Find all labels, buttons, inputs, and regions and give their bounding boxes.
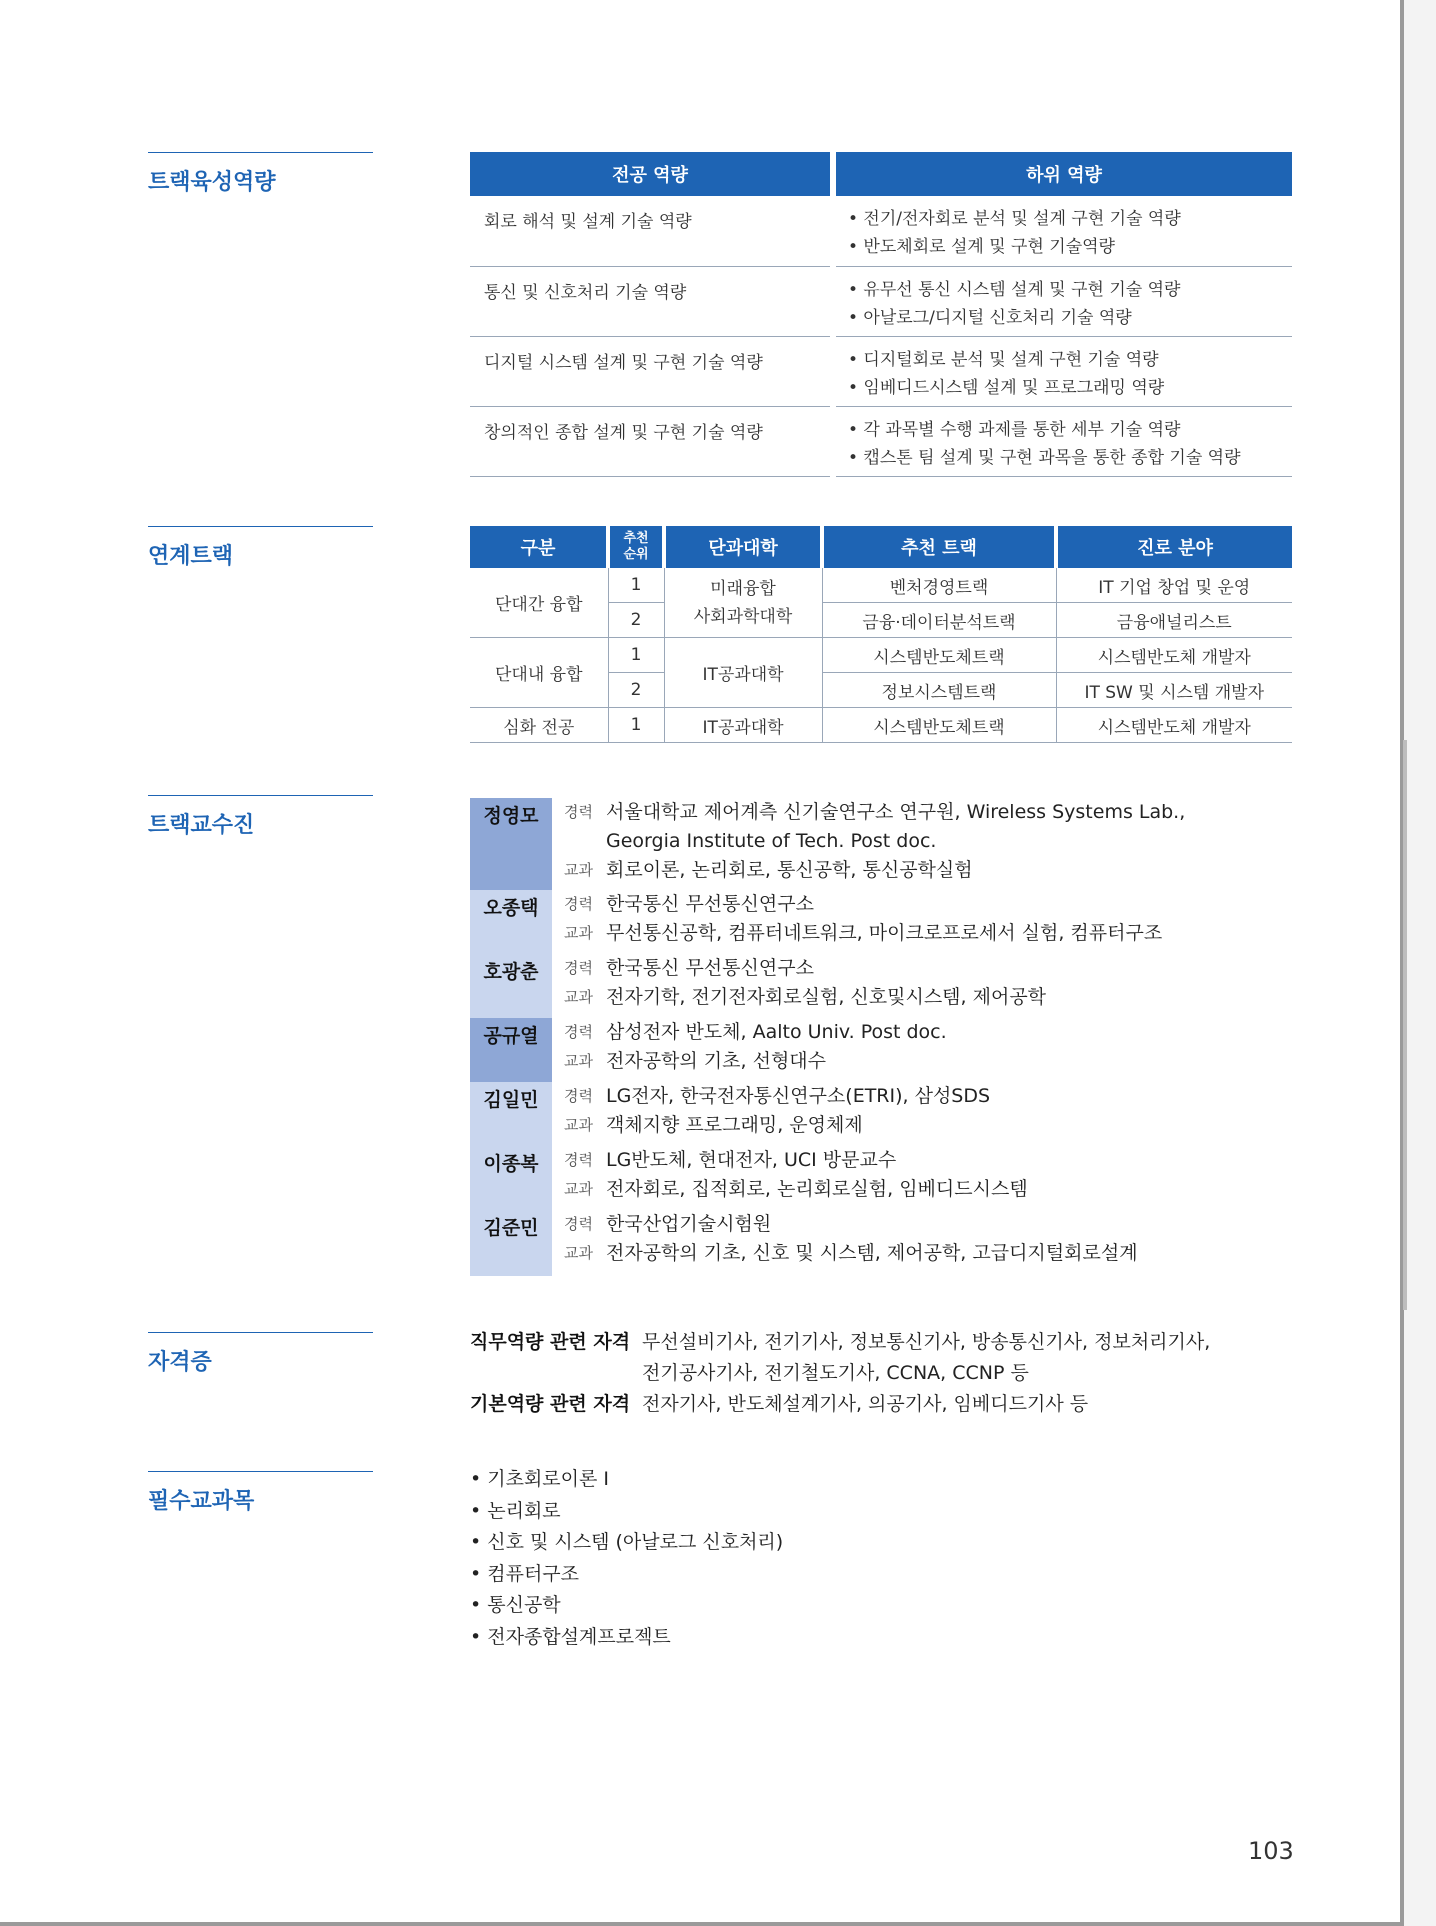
track-header-rank-line-1: 추천 xyxy=(623,531,649,546)
track-rank: 2 xyxy=(608,603,664,638)
faculty-member xyxy=(470,1146,1290,1210)
table-row xyxy=(470,336,1292,406)
courses-tag: 교과 xyxy=(564,861,593,879)
track-name: 정보시스템트랙 xyxy=(822,673,1056,708)
faculty-career: 서울대학교 제어계측 신기술연구소 연구원, Wireless Systems Lab., xyxy=(606,801,1186,823)
competency-major: 회로 해석 및 설계 기술 역량 xyxy=(470,196,830,266)
competency-sub xyxy=(836,406,1292,476)
competency-sub-item: • 디지털회로 분석 및 설계 구현 기술 역량 xyxy=(848,349,1159,370)
faculty-career: 한국통신 무선통신연구소 xyxy=(606,893,814,915)
courses-tag: 교과 xyxy=(564,988,593,1006)
table-row xyxy=(470,196,1292,266)
list-item: • 컴퓨터구조 xyxy=(470,1559,783,1591)
faculty-courses: 전자공학의 기초, 선형대수 xyxy=(606,1050,827,1072)
career-tag: 경력 xyxy=(564,1087,593,1105)
competency-header-major: 전공 역량 xyxy=(470,152,830,196)
table-row xyxy=(470,266,1292,336)
career-tag: 경력 xyxy=(564,1215,593,1233)
list-item: • 논리회로 xyxy=(470,1496,783,1528)
table-row xyxy=(470,638,1292,673)
track-type: 심화 전공 xyxy=(470,708,608,743)
faculty-member xyxy=(470,1018,1290,1082)
track-college xyxy=(664,568,822,638)
competency-sub xyxy=(836,196,1292,266)
competency-sub-item: • 유무선 통신 시스템 설계 및 구현 기술 역량 xyxy=(848,279,1181,300)
list-item: • 신호 및 시스템 (아날로그 신호처리) xyxy=(470,1527,783,1559)
competency-sub-item: • 반도체회로 설계 및 구현 기술역량 xyxy=(848,237,1115,257)
faculty-member xyxy=(470,1210,1290,1276)
track-name: 벤처경영트랙 xyxy=(822,568,1056,603)
list-item: • 기초회로이론 I xyxy=(470,1464,783,1496)
faculty-career: LG반도체, 현대전자, UCI 방문교수 xyxy=(606,1149,897,1171)
competency-sub xyxy=(836,266,1292,336)
track-name: 시스템반도체트랙 xyxy=(822,638,1056,673)
faculty-career: Georgia Institute of Tech. Post doc. xyxy=(606,830,937,852)
faculty-name: 김일민 xyxy=(470,1082,552,1146)
faculty-career: 한국산업기술시험원 xyxy=(606,1213,772,1235)
courses-tag: 교과 xyxy=(564,924,593,942)
faculty-courses: 전자기학, 전기전자회로실험, 신호및시스템, 제어공학 xyxy=(606,986,1047,1008)
competency-table xyxy=(470,152,1292,477)
career-tag: 경력 xyxy=(564,959,593,977)
faculty-courses: 전자공학의 기초, 신호 및 시스템, 제어공학, 고급디지털회로설계 xyxy=(606,1242,1138,1264)
track-college: IT공과대학 xyxy=(664,638,822,708)
faculty-courses: 회로이론, 논리회로, 통신공학, 통신공학실험 xyxy=(606,859,973,881)
list-item: • 전자종합설계프로젝트 xyxy=(470,1622,783,1654)
section-label-competency: 트랙육성역량 xyxy=(148,152,373,196)
faculty-member xyxy=(470,798,1290,890)
track-rank: 1 xyxy=(608,568,664,603)
faculty-name: 김준민 xyxy=(470,1210,552,1276)
track-header-career: 진로 분야 xyxy=(1056,526,1292,568)
table-row xyxy=(470,568,1292,603)
certification-block xyxy=(470,1327,1290,1420)
competency-sub-item: • 캡스톤 팀 설계 및 구현 과목을 통한 종합 기술 역량 xyxy=(848,447,1241,468)
track-type: 단대간 융합 xyxy=(470,568,608,638)
career-tag: 경력 xyxy=(564,803,593,821)
track-header-rank-line-2: 순위 xyxy=(623,547,649,562)
faculty-name: 호광춘 xyxy=(470,954,552,1018)
track-career: 시스템반도체 개발자 xyxy=(1056,708,1292,743)
faculty-courses: 전자회로, 집적회로, 논리회로실험, 임베디드시스템 xyxy=(606,1178,1028,1200)
faculty-name: 정영모 xyxy=(470,798,552,890)
faculty-courses: 무선통신공학, 컴퓨터네트워크, 마이크로프로세서 실험, 컴퓨터구조 xyxy=(606,922,1163,944)
cert-job-text: 무선설비기사, 전기기사, 정보통신기사, 방송통신기사, 정보처리기사, xyxy=(642,1331,1211,1353)
track-header-rank xyxy=(608,526,664,568)
track-header-college: 단과대학 xyxy=(664,526,822,568)
courses-tag: 교과 xyxy=(564,1116,593,1134)
cert-job-text: 전기공사기사, 전기철도기사, CCNA, CCNP 등 xyxy=(642,1362,1029,1384)
track-name: 시스템반도체트랙 xyxy=(822,708,1056,743)
track-type: 단대내 융합 xyxy=(470,638,608,708)
list-item: • 통신공학 xyxy=(470,1590,783,1622)
faculty-member xyxy=(470,954,1290,1018)
linked-track-table xyxy=(470,526,1292,743)
faculty-name: 오종택 xyxy=(470,890,552,954)
career-tag: 경력 xyxy=(564,1023,593,1041)
competency-header-sub: 하위 역량 xyxy=(836,152,1292,196)
competency-major: 디지털 시스템 설계 및 구현 기술 역량 xyxy=(470,336,830,406)
section-label-required-courses: 필수교과목 xyxy=(148,1471,373,1515)
cert-label-job: 직무역량 관련 자격 xyxy=(470,1331,631,1353)
track-header-type: 구분 xyxy=(470,526,608,568)
faculty-member xyxy=(470,890,1290,954)
required-courses-list xyxy=(470,1464,783,1653)
track-college-line: 사회과학대학 xyxy=(693,606,793,627)
faculty-career: 삼성전자 반도체, Aalto Univ. Post doc. xyxy=(606,1021,947,1043)
faculty-name: 이종복 xyxy=(470,1146,552,1210)
track-career: 금융애널리스트 xyxy=(1056,603,1292,638)
cert-basic-text: 전자기사, 반도체설계기사, 의공기사, 임베디드기사 등 xyxy=(642,1393,1089,1415)
courses-tag: 교과 xyxy=(564,1180,593,1198)
faculty-member xyxy=(470,1082,1290,1146)
faculty-name: 공규열 xyxy=(470,1018,552,1082)
track-header-track: 추천 트랙 xyxy=(822,526,1056,568)
page-number: 103 xyxy=(1248,1837,1294,1865)
track-rank: 1 xyxy=(608,708,664,743)
cert-label-basic: 기본역량 관련 자격 xyxy=(470,1393,631,1415)
competency-major: 통신 및 신호처리 기술 역량 xyxy=(470,266,830,336)
table-row xyxy=(470,406,1292,476)
track-career: 시스템반도체 개발자 xyxy=(1056,638,1292,673)
faculty-list xyxy=(470,798,1290,1276)
courses-tag: 교과 xyxy=(564,1244,593,1262)
competency-sub-item: • 전기/전자회로 분석 및 설계 구현 기술 역량 xyxy=(848,209,1181,229)
competency-sub-item: • 임베디드시스템 설계 및 프로그래밍 역량 xyxy=(848,377,1165,398)
career-tag: 경력 xyxy=(564,895,593,913)
competency-sub-item: • 각 과목별 수행 과제를 통한 세부 기술 역량 xyxy=(848,419,1181,440)
section-label-faculty: 트랙교수진 xyxy=(148,795,373,839)
career-tag: 경력 xyxy=(564,1151,593,1169)
track-college-line: 미래융합 xyxy=(710,578,776,599)
track-name: 금융·데이터분석트랙 xyxy=(822,603,1056,638)
track-rank: 1 xyxy=(608,638,664,673)
competency-major: 창의적인 종합 설계 및 구현 기술 역량 xyxy=(470,406,830,476)
section-label-certification: 자격증 xyxy=(148,1332,373,1376)
track-college: IT공과대학 xyxy=(664,708,822,743)
track-career: IT SW 및 시스템 개발자 xyxy=(1056,673,1292,708)
faculty-career: LG전자, 한국전자통신연구소(ETRI), 삼성SDS xyxy=(606,1085,991,1107)
courses-tag: 교과 xyxy=(564,1052,593,1070)
table-row xyxy=(470,708,1292,743)
track-rank: 2 xyxy=(608,673,664,708)
scrollbar-thumb[interactable] xyxy=(1403,740,1407,1310)
track-career: IT 기업 창업 및 운영 xyxy=(1056,568,1292,603)
scroll-edge xyxy=(1404,0,1436,1926)
section-label-linked-tracks: 연계트랙 xyxy=(148,526,373,570)
competency-sub-item: • 아날로그/디지털 신호처리 기술 역량 xyxy=(848,307,1132,328)
faculty-courses: 객체지향 프로그래밍, 운영체제 xyxy=(606,1114,863,1136)
faculty-career: 한국통신 무선통신연구소 xyxy=(606,957,814,979)
competency-sub xyxy=(836,336,1292,406)
